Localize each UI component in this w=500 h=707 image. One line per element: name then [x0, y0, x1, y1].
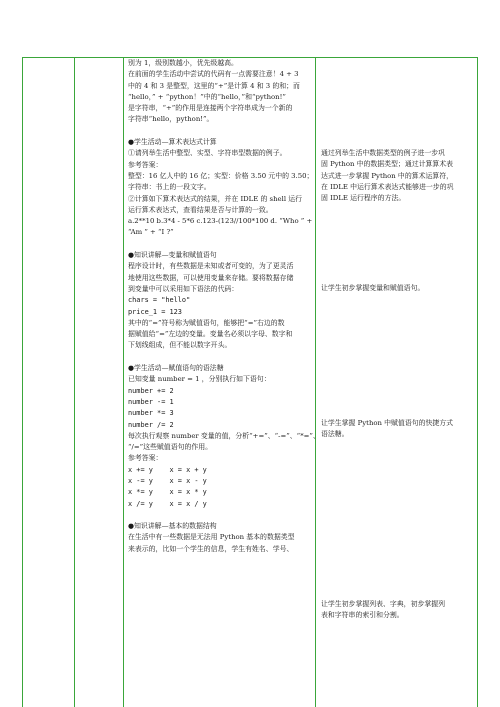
- section-heading: ●学生活动—赋值语句的语法糖: [128, 364, 224, 373]
- text-line: 据赋值给“=”左边的变量。变量名必须以字母、数字和: [128, 330, 293, 339]
- code-line: x /= y x = x / y: [128, 499, 207, 508]
- note-data-structures: [321, 599, 473, 622]
- text-line: 下划线组成，但不能以数字开头。: [128, 341, 232, 350]
- activity-arithmetic-section: [128, 137, 314, 239]
- note-line: 通过列举生活中数据类型的例子进一步巩: [321, 149, 446, 157]
- text-line: 地使用这些数据，可以使用变量来存储。要将数据存储: [128, 273, 294, 282]
- text-line: “Am ” + “I ?”: [128, 228, 174, 237]
- code-line: x -= y x = x - y: [128, 476, 207, 485]
- note-line: 语法糖。: [321, 430, 349, 439]
- note-arithmetic: [321, 148, 473, 204]
- text-line: 到变量中可以采用如下语法的代码：: [128, 284, 239, 293]
- syntax-sugar-section: [128, 363, 320, 510]
- note-syntax-sugar: [321, 418, 473, 441]
- text-line: 字符串：书上的一段文字。: [128, 183, 211, 192]
- text-line: 每次执行观察 number 变量的值，分析“+=”、“-=”、“*=”、: [128, 431, 320, 440]
- code-line: chars = "hello": [128, 296, 191, 305]
- data-structures-section: [128, 521, 311, 555]
- table-border-col1: [74, 57, 75, 707]
- text-line: “/=”这些赋值语句的作用。: [128, 443, 213, 452]
- note-line: 表和字符串的索引和分割。: [321, 611, 404, 620]
- table-border-col0: [22, 57, 23, 707]
- note-line: 固 Python 中的数据类型；通过计算算术表: [321, 160, 454, 169]
- text-line: 在生活中有一些数据是无法用 Python 基本的数据类型: [128, 533, 295, 542]
- text-line: 别为 1，级别数越小，优先级越高。: [128, 59, 238, 67]
- code-line: number *= 3: [128, 409, 174, 418]
- note-line: 固 IDLE 运行程序的方法。: [321, 194, 406, 203]
- code-line: x *= y x = x * y: [128, 488, 207, 497]
- table-border-col2: [123, 57, 124, 707]
- intro-paragraph: [128, 58, 311, 126]
- text-line: 参考答案：: [128, 454, 163, 463]
- text-line: ②计算如下算术表达式的结果，并在 IDLE 的 shell 运行: [128, 194, 302, 203]
- code-line: price_1 = 123: [128, 307, 182, 316]
- text-line: 字符串“hello，python!”。: [128, 115, 214, 124]
- code-line: number /= 2: [128, 420, 174, 429]
- text-line: 程序设计时，有些数据是未知或者可变的，为了更灵活: [128, 262, 294, 271]
- note-line: 让学生初步掌握列表、字典，初步掌握列: [321, 600, 446, 608]
- code-line: number -= 1: [128, 397, 174, 406]
- text-line: a.2**10 b.3*4 - 5*6 c.123-(123//100*100 d. “Who ” +: [128, 217, 313, 226]
- text-line: 已知变量 number = 1 ，分别执行如下语句：: [128, 375, 271, 384]
- section-heading: ●学生活动—算术表达式计算: [128, 138, 217, 147]
- section-heading: ●知识讲解—变量和赋值语句: [128, 251, 217, 260]
- text-line: 其中的“=”符号称为赋值语句，能够把“=”右边的数: [128, 318, 285, 327]
- text-line: 参考答案：: [128, 160, 163, 169]
- text-line: 整型：16 亿人中的 16 亿；实型：价格 3.50 元中的 3.50；: [128, 171, 314, 180]
- text-line: 运行算术表达式，查看结果是否与计算的一致。: [128, 205, 273, 214]
- code-line: number += 2: [128, 386, 174, 395]
- text-line: “hello，” + “python！”中的“hello，”和“python!”: [128, 92, 286, 101]
- note-line: 让学生初步掌握变量和赋值语句。: [321, 284, 425, 292]
- text-line: 中的 4 和 3 是整型，这里的“+”是计算 4 和 3 的和；而: [128, 81, 300, 90]
- table-border-col3: [315, 57, 316, 707]
- note-variables: [321, 283, 473, 294]
- lesson-content-cell: [128, 58, 320, 555]
- text-line: 在前面的学生活动中尝试的代码有一点需要注意！4 + 3: [128, 70, 299, 79]
- note-line: 让学生掌握 Python 中赋值语句的快捷方式: [321, 419, 454, 427]
- text-line: 来表示的，比如一个学生的信息，学生有姓名、学号、: [128, 544, 294, 553]
- code-line: x += y x = x + y: [128, 465, 207, 474]
- text-line: 是字符串，“+”的作用是连接两个字符串成为一个新的: [128, 104, 293, 113]
- variables-section: [128, 250, 311, 352]
- note-line: 在 IDLE 中运行算术表达式能够进一步的巩: [321, 182, 454, 191]
- text-line: ①请列举生活中整型、实型、字符串型数据的例子。: [128, 149, 287, 158]
- note-line: 达式进一步掌握 Python 中的算术运算符，: [321, 171, 454, 180]
- section-heading: ●知识讲解—基本的数据结构: [128, 522, 217, 531]
- table-border-col4: [477, 57, 478, 707]
